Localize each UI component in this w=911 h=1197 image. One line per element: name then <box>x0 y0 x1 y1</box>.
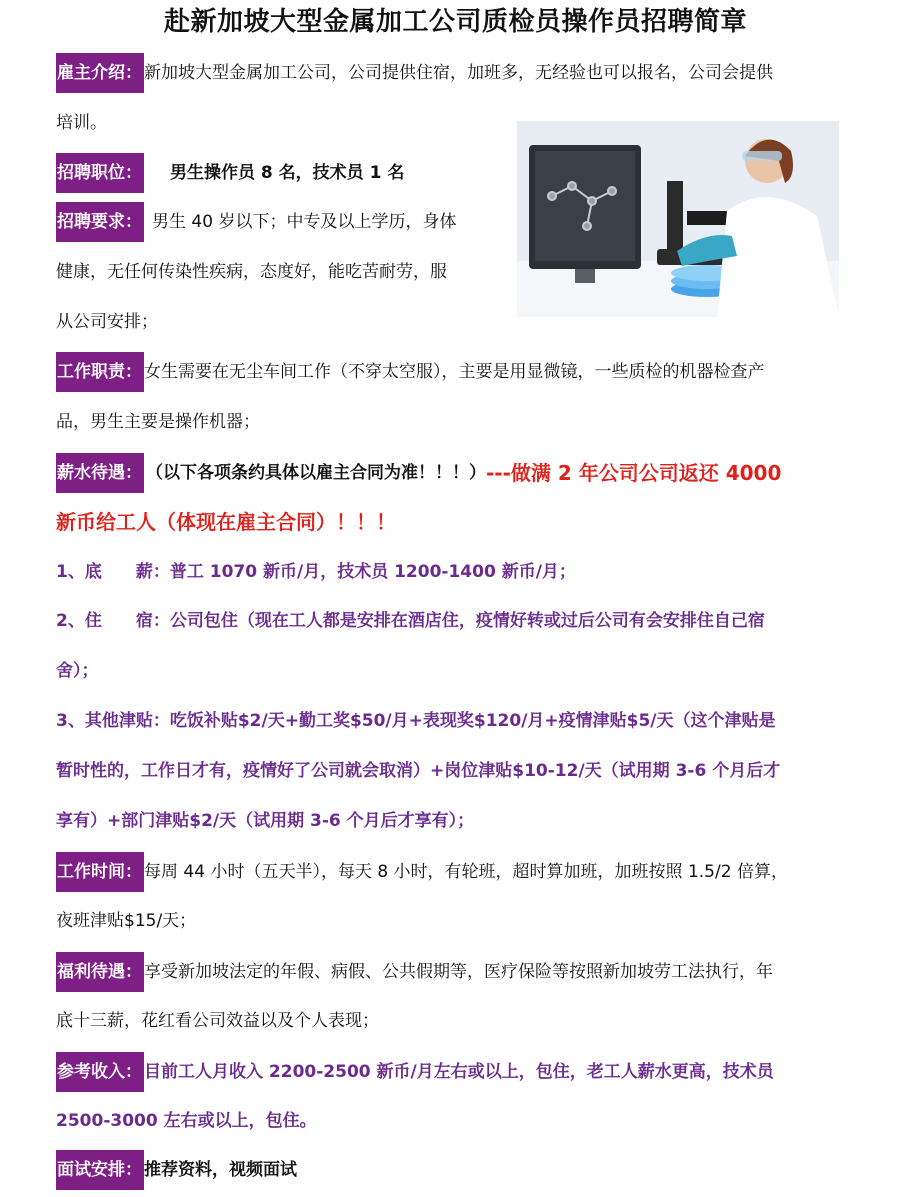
requirements-label: 招聘要求： <box>56 202 144 242</box>
salary-bonus-text: ---做满 2 年公司公司返还 4000 <box>486 461 782 485</box>
hours-label: 工作时间： <box>56 852 144 892</box>
requirements-text-3: 从公司安排； <box>56 312 158 332</box>
employer-label: 雇主介绍： <box>56 53 144 93</box>
salary-note: （以下各项条约具体以雇主合同为准！！！） <box>146 463 486 483</box>
duties-label: 工作职责： <box>56 352 144 392</box>
interview-section <box>56 1150 866 1190</box>
salary-item-allowance-2: 暂时性的，工作日才有，疫情好了公司就会取消）+岗位津贴$10-12/天（试用期 3-6 个月后才 <box>56 761 781 781</box>
salary-item-housing-2: 舍）； <box>56 661 99 681</box>
position-label: 招聘职位： <box>56 153 144 193</box>
requirements-text: 男生 40 岁以下；中专及以上学历，身体 <box>152 212 457 232</box>
employer-section <box>56 53 866 93</box>
hours-text-2: 夜班津贴$15/天； <box>56 911 197 931</box>
income-text: 目前工人月收入 2200-2500 新币/月左右或以上，包住，老工人薪水更高，技术员 <box>144 1062 774 1082</box>
benefits-text: 享受新加坡法定的年假、病假、公共假期等，医疗保险等按照新加坡劳工法执行，年 <box>144 962 773 982</box>
hours-text: 每周 44 小时（五天半），每天 8 小时，有轮班，超时算加班，加班按照 1.5/2 倍算， <box>144 862 788 882</box>
position-text: 男生操作员 8 名，技术员 1 名 <box>170 163 405 183</box>
duties-section <box>56 352 866 392</box>
income-section <box>56 1052 866 1092</box>
benefits-label: 福利待遇： <box>56 952 144 992</box>
salary-item-allowance-3: 享有）+部门津贴$2/天（试用期 3-6 个月后才享有）； <box>56 811 475 831</box>
income-label: 参考收入： <box>56 1052 144 1092</box>
employer-text-cont: 培训。 <box>56 113 107 133</box>
hours-section <box>56 852 866 892</box>
salary-item-base: 1、底 薪：普工 1070 新币/月，技术员 1200-1400 新币/月； <box>56 562 576 582</box>
salary-section <box>56 453 866 493</box>
salary-bonus-text-2: 新币给工人（体现在雇主合同）！！！ <box>56 510 396 534</box>
interview-text: 推荐资料，视频面试 <box>144 1160 297 1180</box>
requirements-text-2: 健康，无任何传染性疾病，态度好，能吃苦耐劳，服 <box>56 262 447 282</box>
lab-scene-illustration <box>517 121 839 317</box>
income-text-2: 2500-3000 左右或以上，包住。 <box>56 1111 317 1131</box>
salary-item-housing: 2、住 宿：公司包住（现在工人都是安排在酒店住，疫情好转或过后公司有会安排住自己宿 <box>56 611 765 631</box>
salary-item-allowance: 3、其他津贴：吃饭补贴$2/天+勤工奖$50/月+表现奖$120/月+疫情津贴$5/天（这个津贴是 <box>56 711 776 731</box>
benefits-text-2: 底十三薪，花红看公司效益以及个人表现； <box>56 1011 379 1031</box>
interview-label: 面试安排： <box>56 1150 144 1190</box>
employer-text: 新加坡大型金属加工公司，公司提供住宿，加班多，无经验也可以报名，公司会提供 <box>144 63 773 83</box>
benefits-section <box>56 952 866 992</box>
position-section <box>56 153 506 193</box>
lab-microscope-photo <box>517 121 839 317</box>
page-title: 赴新加坡大型金属加工公司质检员操作员招聘简章 <box>163 7 747 37</box>
duties-text-2: 品，男生主要是操作机器； <box>56 412 260 432</box>
duties-text: 女生需要在无尘车间工作（不穿太空服），主要是用显微镜，一些质检的机器检查产 <box>144 362 765 382</box>
salary-label: 薪水待遇： <box>56 453 144 493</box>
requirements-section <box>56 202 506 242</box>
